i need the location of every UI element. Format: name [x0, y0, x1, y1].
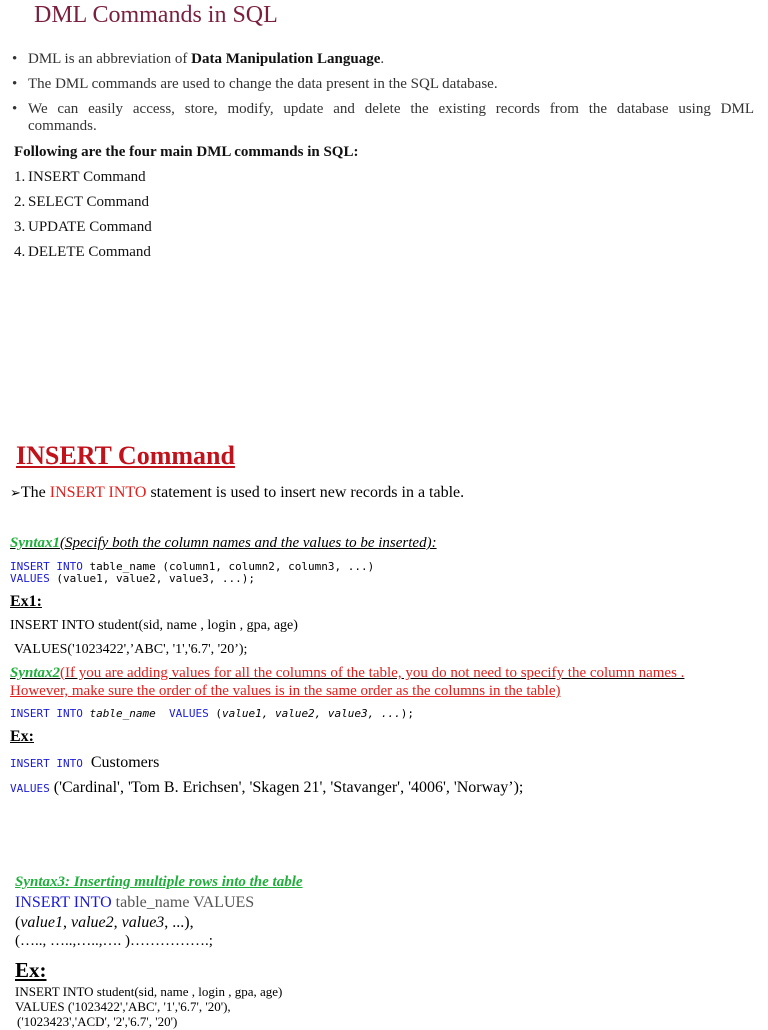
intro-bullet-2: The DML commands are used to change the data present in the SQL database. [28, 76, 498, 92]
syntax3-text: , [113, 914, 122, 931]
ex-table-name: Customers [90, 754, 160, 771]
command-number: 4. [14, 244, 26, 260]
code-text: ( [208, 707, 222, 720]
command-item: UPDATE Command [28, 219, 152, 235]
ex1-line1: INSERT INTO student(sid, name , login , gpa, age) [10, 618, 298, 633]
syntax3-line2 [15, 914, 194, 932]
syntax3-value: value3 [121, 914, 165, 931]
insert-description [10, 484, 464, 502]
syntax1-code-line2 [10, 572, 255, 585]
arrow-bullet-icon: ➢ [10, 486, 21, 501]
intro-bullet-1 [28, 51, 384, 68]
ex3-line3: ('1023423','ACD', '2','6.7', '20') [17, 1014, 178, 1029]
syntax2-text-line1: (If you are adding values for all the columns of the table, you do not need to specify the column names . [60, 665, 685, 681]
syntax2-line1 [10, 665, 684, 682]
syntax3-value: value2 [70, 914, 114, 931]
insert-desc-keyword: INSERT INTO [49, 484, 147, 501]
syntax1-text: (Specify both the column names and the values to be inserted): [60, 535, 437, 551]
insert-heading: INSERT Command [16, 441, 235, 470]
intro-bullet-1-bold: Data Manipulation Language [191, 51, 381, 67]
code-values: value1, value2, value3, ... [221, 707, 401, 720]
bullet-marker: • [12, 76, 18, 92]
code-keyword: INSERT INTO [10, 707, 83, 720]
syntax1-heading [10, 535, 437, 552]
syntax1-label: Syntax1 [10, 535, 61, 551]
code-keyword: VALUES [10, 782, 50, 795]
syntax3-value: value1 [20, 914, 63, 931]
syntax2-label: Syntax2 [10, 665, 61, 681]
ex3-line2: VALUES ('1023422','ABC', '1','6.7', '20'), [15, 999, 231, 1014]
intro-bullet-1-post: . [380, 51, 385, 67]
intro-bullet-1-pre: DML is an abbreviation of [28, 51, 192, 67]
command-item: SELECT Command [28, 194, 149, 210]
command-item: DELETE Command [28, 244, 151, 260]
bullet-marker: • [12, 101, 18, 117]
ex-line2 [10, 779, 523, 797]
ex3-label: Ex: [15, 958, 47, 982]
command-number: 2. [14, 194, 26, 210]
ex1-label: Ex1: [10, 593, 42, 610]
syntax3-line1 [15, 894, 254, 912]
commands-intro: Following are the four main DML commands in SQL: [14, 144, 359, 160]
code-keyword: VALUES [168, 707, 209, 720]
command-number: 3. [14, 219, 26, 235]
ex1-line2: VALUES('1023422',’ABC', '1','6.7', '20’); [14, 642, 248, 657]
syntax3-text: , ...), [164, 914, 194, 931]
code-keyword: INSERT INTO [15, 894, 112, 911]
code-text: (value1, value2, value3, ...); [49, 572, 256, 585]
code-keyword: INSERT INTO [10, 757, 83, 770]
intro-bullet-3-line2: commands. [28, 118, 97, 134]
insert-desc-pre: The [20, 484, 50, 501]
syntax2-line2: However, make sure the order of the values is in the same order as the columns in the table) [10, 683, 561, 699]
syntax2-code [10, 707, 414, 720]
command-number: 1. [14, 169, 26, 185]
syntax3-text: , [62, 914, 71, 931]
syntax3-heading: Syntax3: Inserting multiple rows into the table [15, 874, 303, 890]
ex3-line1: INSERT INTO student(sid, name , login , gpa, age) [15, 984, 283, 999]
ex-line1 [10, 754, 159, 772]
code-text: table_name (column1, column2, column3, ...) [82, 560, 375, 573]
code-keyword: INSERT INTO [10, 560, 83, 573]
syntax3-rest: table_name VALUES [111, 894, 255, 911]
bullet-marker: • [12, 51, 18, 67]
intro-bullet-3-line1: We can easily access, store, modify, update and delete the existing records from the database using DML [28, 101, 754, 117]
syntax3-text: ( [15, 914, 21, 931]
code-table-name: table_name [89, 707, 156, 720]
code-keyword: VALUES [10, 572, 50, 585]
command-item: INSERT Command [28, 169, 146, 185]
ex-label: Ex: [10, 728, 34, 745]
insert-desc-post: statement is used to insert new records in a table. [146, 484, 465, 501]
syntax3-line3: (….., …..,…..,…. )…………….; [15, 933, 213, 949]
code-text: ); [400, 707, 415, 720]
ex-values: ('Cardinal', 'Tom B. Erichsen', 'Skagen 21', 'Stavanger', '4006', 'Norway’); [53, 779, 524, 796]
page-title: DML Commands in SQL [34, 2, 278, 28]
